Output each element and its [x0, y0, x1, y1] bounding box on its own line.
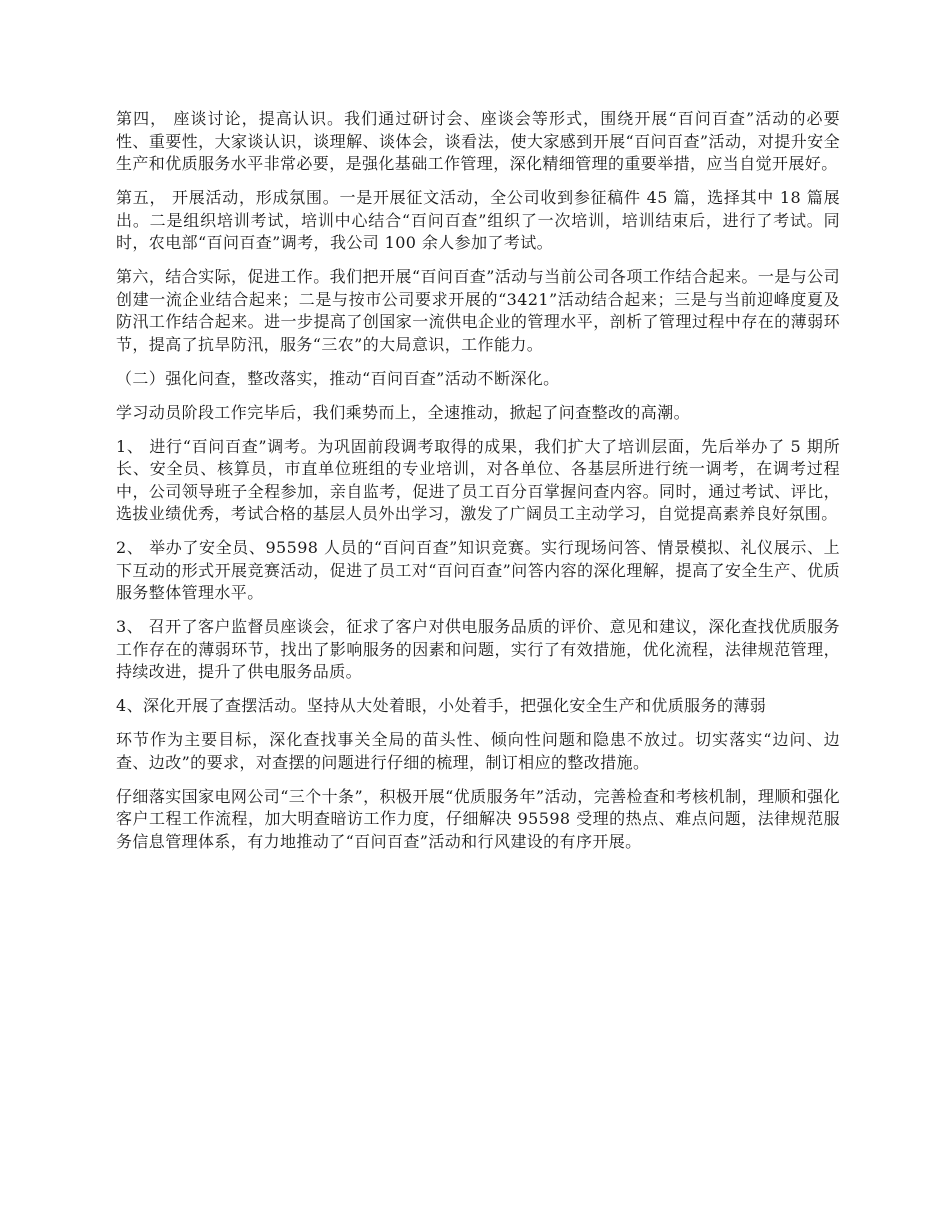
paragraph-closing: 仔细落实国家电网公司“三个十条”，积极开展“优质服务年”活动，完善检查和考核机制，理顺和强化客户工程工作流程，加大明查暗访工作力度，仔细解决 95598 受理的热点、难点问题，法律规范服务信息管理体系，有力地推动了“百问百查”活动和行风建设的有序开展。: [116, 786, 840, 851]
list-item-4: 4、深化开展了查摆活动。坚持从大处着眼，小处着手，把强化安全生产和优质服务的薄弱: [116, 696, 767, 715]
document-body: [116, 108, 840, 865]
paragraph-4th-item: 第四， 座谈讨论，提高认识。我们通过研讨会、座谈会等形式，围绕开展“百问百查”活动的必要性、重要性，大家谈认识，谈理解、谈体会，谈看法，使大家感到开展“百问百查”活动，对提升安全生产和优质服务水平非常必要，是强化基础工作管理，深化精细管理的重要举措，应当自觉开展好。: [116, 109, 840, 173]
paragraph-continuation: 环节作为主要目标，深化查找事关全局的苗头性、倾向性问题和隐患不放过。切实落实“边问、边查、边改”的要求，对查摆的问题进行仔细的梳理，制订相应的整改措施。: [116, 730, 840, 772]
section-heading-2: （二）强化问查，整改落实，推动“百问百查”活动不断深化。: [116, 368, 560, 388]
list-item-1: 1、 进行“百问百查”调考。为巩固前段调考取得的成果，我们扩大了培训层面，先后举办了 5 期所长、安全员、核算员，市直单位班组的专业培训，对各单位、各基层所进行统一调考，在调考过程中，公司领导班子全程参加，亲自监考，促进了员工百分百掌握问查内容。同时，通过考试、评比，选拔业绩优秀，考试合格的基层人员外出学习，激发了广阔员工主动学习，自觉提高素养良好氛围。: [116, 436, 840, 523]
paragraph-intro: 学习动员阶段工作完毕后，我们乘势而上，全速推动，掀起了问查整改的高潮。: [116, 402, 691, 422]
paragraph-5th-item: 第五， 开展活动，形成氛围。一是开展征文活动，全公司收到参征稿件 45 篇，选择其中 18 篇展出。二是组织培训考试，培训中心结合“百问百查”组织了一次培训，培训结束后，进行了考试。同时，农电部“百问百查”调考，我公司 100 余人参加了考试。: [116, 188, 840, 252]
list-item-3: 3、 召开了客户监督员座谈会，征求了客户对供电服务品质的评价、意见和建议，深化查找优质服务工作存在的薄弱环节，找出了影响服务的因素和问题，实行了有效措施，优化流程，法律规范管理，持续改进，提升了供电服务品质。: [116, 617, 840, 681]
list-item-2: 2、 举办了安全员、95598 人员的“百问百查”知识竞赛。实行现场问答、情景模拟、礼仪展示、上下互动的形式开展竞赛活动，促进了员工对“百问百查”问答内容的深化理解，提高了安全生产、优质服务整体管理水平。: [116, 538, 840, 602]
paragraph-6th-item: 第六，结合实际，促进工作。我们把开展“百问百查”活动与当前公司各项工作结合起来。一是与公司创建一流企业结合起来；二是与按市公司要求开展的“3421”活动结合起来；三是与当前迎峰度夏及防汛工作结合起来。进一步提高了创国家一流供电企业的管理水平，剖析了管理过程中存在的薄弱环节，提高了抗旱防汛，服务“三农”的大局意识，工作能力。: [116, 267, 840, 354]
